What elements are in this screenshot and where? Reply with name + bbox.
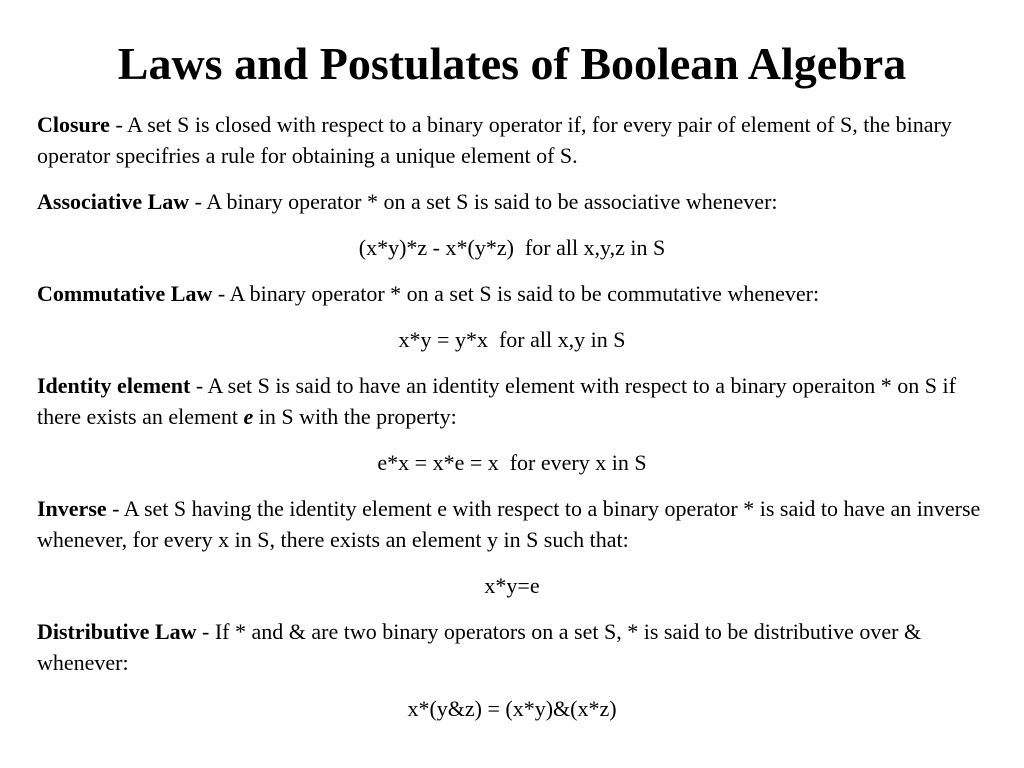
commutative-paragraph (37, 278, 987, 309)
closure-term: Closure (37, 112, 110, 137)
associative-term: Associative Law (37, 189, 190, 214)
distributive-term: Distributive Law (37, 619, 197, 644)
slide-body (37, 109, 987, 739)
closure-paragraph (37, 109, 987, 171)
distributive-formula: x*(y&z) = (x*y)&(x*z) (407, 696, 617, 721)
identity-term: Identity element (37, 373, 191, 398)
inverse-formula: x*y=e (484, 573, 540, 598)
associative-paragraph (37, 186, 987, 217)
identity-text-after: in S with the property: (253, 404, 457, 429)
identity-element-symbol: e (243, 404, 254, 429)
closure-text: - A set S is closed with respect to a binary operator if, for every pair of element of S, the binary operator specifries a rule for obtaining a unique element of S. (37, 112, 952, 168)
distributive-text: - If * and & are two binary operators on a set S, * is said to be distributive over & whenever: (37, 619, 922, 675)
identity-formula: e*x = x*e = x for every x in S (377, 450, 647, 475)
inverse-term: Inverse (37, 496, 107, 521)
associative-formula: (x*y)*z - x*(y*z) for all x,y,z in S (358, 235, 666, 260)
commutative-term: Commutative Law (37, 281, 213, 306)
distributive-paragraph (37, 616, 987, 678)
associative-text: - A binary operator * on a set S is said to be associative whenever: (189, 189, 778, 214)
commutative-formula: x*y = y*x for all x,y in S (398, 327, 626, 352)
identity-text-before: - A set S is said to have an identity element with respect to a binary operaiton * on S if there exists an element (37, 373, 956, 429)
page-title: Laws and Postulates of Boolean Algebra (117, 38, 907, 89)
commutative-text: - A binary operator * on a set S is said to be commutative whenever: (212, 281, 820, 306)
inverse-text: - A set S having the identity element e with respect to a binary operator * is said to have an inverse whenever, for every x in S, there exists an element y in S such that: (37, 496, 981, 552)
inverse-paragraph (37, 493, 987, 555)
identity-paragraph (37, 370, 987, 432)
